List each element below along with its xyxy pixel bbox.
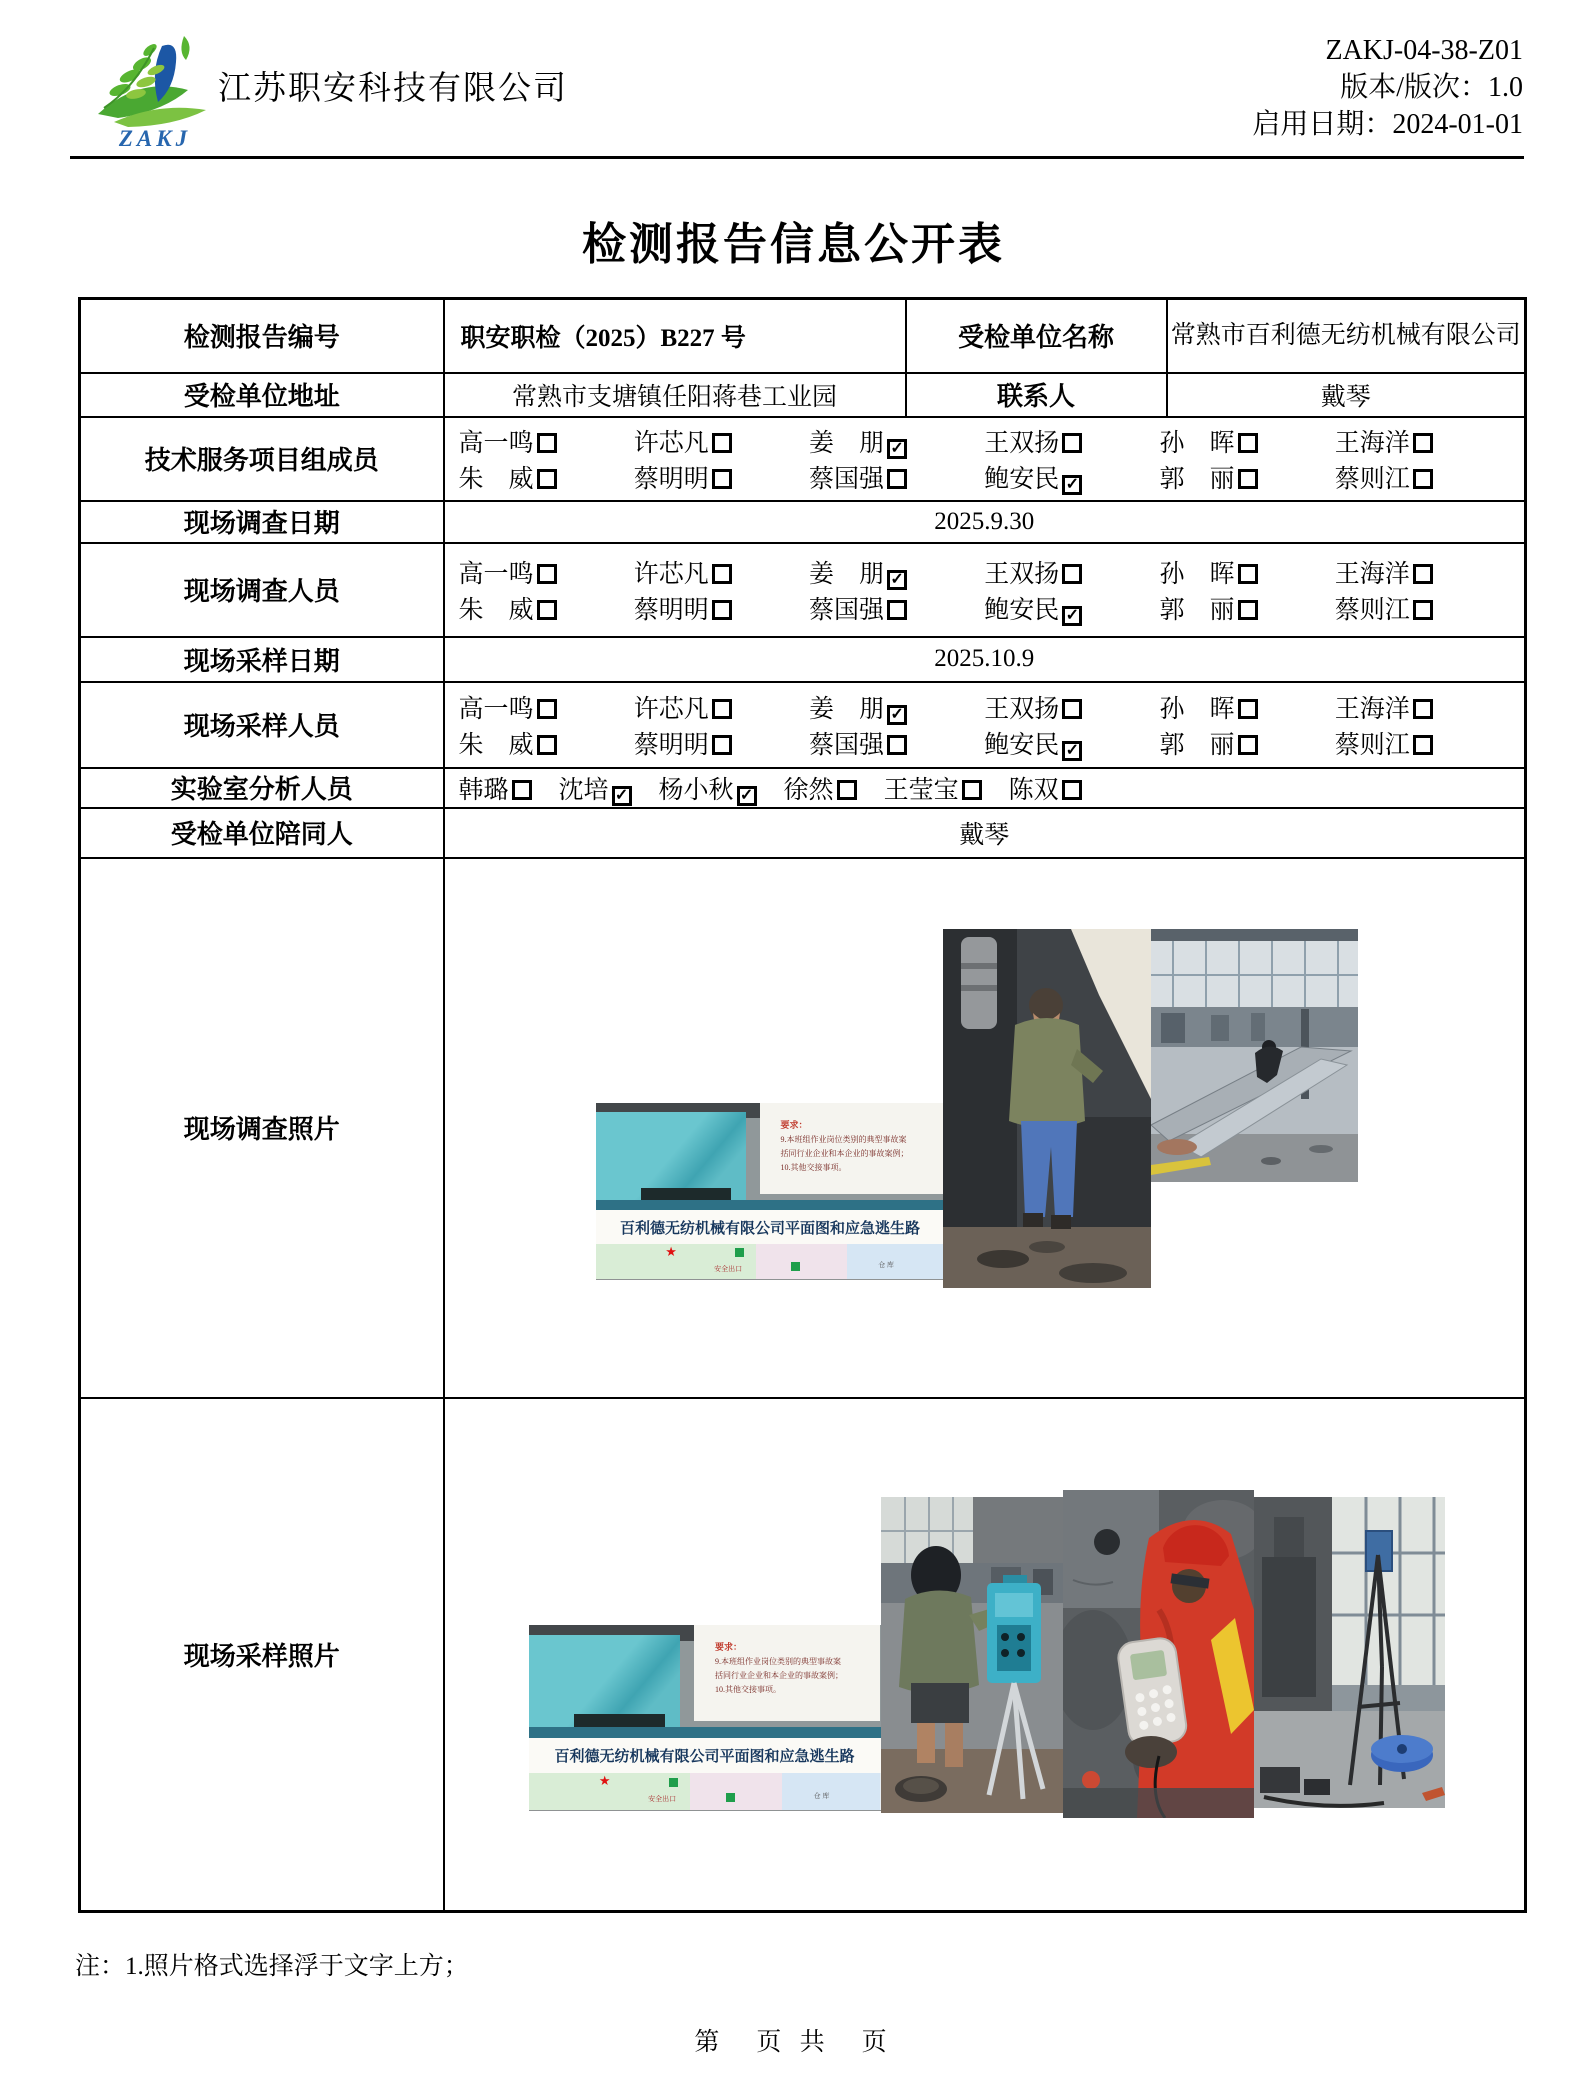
- checkbox-icon: [537, 469, 557, 489]
- checkbox-icon: [537, 735, 557, 755]
- page-footer: 第 页 共 页: [694, 2029, 893, 2056]
- checkbox-icon: [1062, 780, 1082, 800]
- report-no-value: 职安职检（2025）B227 号: [444, 299, 906, 373]
- staff-member: 王双扬: [984, 554, 1082, 590]
- staff-member: 王双扬: [984, 423, 1082, 459]
- checkbox-icon: [712, 433, 732, 453]
- checkbox-icon: [962, 780, 982, 800]
- staff-member: 鲍安民 ✓: [984, 725, 1082, 761]
- checkbox-icon: [1413, 564, 1433, 584]
- checkbox-icon: [1413, 600, 1433, 620]
- sign-damaged-wall: [596, 1112, 746, 1200]
- survey-date-value: 2025.9.30: [444, 501, 1526, 543]
- checkbox-checked-icon: ✓: [887, 705, 907, 725]
- checkbox-icon: [887, 600, 907, 620]
- page-title: 检测报告信息公开表: [582, 220, 1005, 269]
- staff-member: 朱 威: [459, 459, 557, 495]
- sampling-photos-cell: [444, 1398, 1526, 1912]
- staff-member: 姜 朋 ✓: [809, 689, 907, 725]
- staff-member: 孙 晖: [1160, 423, 1258, 459]
- checkbox-icon: [712, 735, 732, 755]
- escort-value: 戴琴: [444, 808, 1526, 858]
- staff-member: 郭 丽: [1160, 590, 1258, 626]
- checkbox-checked-icon: ✓: [737, 786, 757, 806]
- sampling-staff-cell: [444, 682, 1526, 768]
- staff-member: 韩璐: [459, 770, 532, 806]
- staff-member: 王海洋: [1335, 689, 1433, 725]
- sign-floor-plan: ★ 安全出口 仓 库: [529, 1773, 881, 1810]
- staff-member: 蔡明明: [634, 459, 732, 495]
- checkbox-icon: [1062, 699, 1082, 719]
- checkbox-icon: [1238, 433, 1258, 453]
- checkbox-icon: [712, 600, 732, 620]
- unit-name-value: 常熟市百利德无纺机械有限公司: [1167, 299, 1526, 373]
- sampling-staff-label: 现场采样人员: [80, 682, 444, 768]
- staff-member: 沈培 ✓: [559, 770, 632, 806]
- sign-blue-strip: [596, 1200, 945, 1211]
- survey-staff-label: 现场调查人员: [80, 543, 444, 637]
- team-label: 技术服务项目组成员: [80, 417, 444, 501]
- contact-label: 联系人: [906, 373, 1167, 417]
- checkbox-icon: [537, 433, 557, 453]
- photo-factory-sign: [596, 1103, 945, 1280]
- survey-photos-label: 现场调查照片: [80, 858, 444, 1398]
- sign-damaged-wall: [529, 1635, 680, 1727]
- staff-member: 鲍安民 ✓: [984, 459, 1082, 495]
- staff-member: 许芯凡: [634, 423, 732, 459]
- staff-member: 高一鸣: [459, 554, 557, 590]
- report-form-table: [78, 297, 1527, 1913]
- survey-staff-cell: [444, 543, 1526, 637]
- staff-member: 姜 朋 ✓: [809, 554, 907, 590]
- photo-red-worker-meter: [1063, 1490, 1254, 1818]
- checkbox-icon: [537, 564, 557, 584]
- checkbox-icon: [1413, 699, 1433, 719]
- staff-member: 蔡明明: [634, 590, 732, 626]
- logo-text: ZAKJ: [118, 126, 192, 151]
- star-icon: ★: [598, 1773, 611, 1789]
- checkbox-icon: [1238, 469, 1258, 489]
- checkbox-icon: [1413, 469, 1433, 489]
- staff-member: 许芯凡: [634, 689, 732, 725]
- staff-member: 朱 威: [459, 725, 557, 761]
- photo-factory-sign: [529, 1625, 881, 1811]
- staff-member: 蔡明明: [634, 725, 732, 761]
- checkbox-icon: [1062, 564, 1082, 584]
- star-icon: ★: [665, 1243, 677, 1259]
- staff-member: 孙 晖: [1160, 554, 1258, 590]
- checkbox-icon: [537, 699, 557, 719]
- exit-sign-icon: [735, 1248, 744, 1257]
- doc-enable-date: 启用日期：2024-01-01: [1252, 109, 1523, 140]
- unit-address-value: 常熟市支塘镇任阳蒋巷工业园: [444, 373, 906, 417]
- checkbox-icon: [1238, 735, 1258, 755]
- survey-photos-cell: [444, 858, 1526, 1398]
- staff-member: 蔡则江: [1335, 459, 1433, 495]
- checkbox-checked-icon: ✓: [1062, 606, 1082, 626]
- checkbox-icon: [887, 735, 907, 755]
- staff-member: 蔡则江: [1335, 590, 1433, 626]
- checkbox-icon: [712, 469, 732, 489]
- staff-member: 郭 丽: [1160, 725, 1258, 761]
- checkbox-icon: [1238, 600, 1258, 620]
- photo-sampler-box-tripod: [881, 1497, 1063, 1813]
- unit-address-label: 受检单位地址: [80, 373, 444, 417]
- staff-member: 郭 丽: [1160, 459, 1258, 495]
- staff-member: 许芯凡: [634, 554, 732, 590]
- staff-member: 蔡则江: [1335, 725, 1433, 761]
- company-name: 江苏职安科技有限公司: [218, 71, 568, 107]
- sampling-staff-checklist: [445, 689, 1525, 761]
- staff-member: 徐然: [784, 770, 857, 806]
- exit-sign-icon: [726, 1793, 735, 1802]
- lab-staff-cell: [444, 768, 1526, 808]
- checkbox-icon: [1238, 564, 1258, 584]
- header-divider: [70, 156, 1524, 159]
- staff-member: 蔡国强: [809, 725, 907, 761]
- staff-member: 孙 晖: [1160, 689, 1258, 725]
- survey-date-label: 现场调查日期: [80, 501, 444, 543]
- checkbox-icon: [1413, 735, 1433, 755]
- staff-member: 王海洋: [1335, 423, 1433, 459]
- checkbox-icon: [537, 600, 557, 620]
- checkbox-checked-icon: ✓: [1062, 741, 1082, 761]
- staff-member: 王双扬: [984, 689, 1082, 725]
- staff-member: 姜 朋 ✓: [809, 423, 907, 459]
- lab-analyst-checklist: [445, 770, 1525, 806]
- escort-label: 受检单位陪同人: [80, 808, 444, 858]
- sign-floor-plan: ★ 安全出口 仓 库: [596, 1244, 945, 1279]
- staff-member: 陈双: [1009, 770, 1082, 806]
- checkbox-icon: [712, 564, 732, 584]
- team-members-cell: [444, 417, 1526, 501]
- staff-member: 王莹宝: [884, 770, 982, 806]
- checkbox-icon: [837, 780, 857, 800]
- exit-sign-icon: [669, 1778, 678, 1787]
- sampling-date-value: 2025.10.9: [444, 637, 1526, 682]
- checkbox-icon: [1062, 433, 1082, 453]
- sign-banner-title: 百利德无纺机械有限公司平面图和应急逃生路: [596, 1210, 945, 1244]
- staff-member: 杨小秋 ✓: [659, 770, 757, 806]
- photo-tripod-sampler: [1254, 1497, 1445, 1808]
- sampling-date-label: 现场采样日期: [80, 637, 444, 682]
- sampling-photos-label: 现场采样照片: [80, 1398, 444, 1912]
- contact-value: 戴琴: [1167, 373, 1526, 417]
- survey-staff-checklist: [445, 554, 1525, 626]
- staff-member: 蔡国强: [809, 459, 907, 495]
- checkbox-checked-icon: ✓: [1062, 475, 1082, 495]
- staff-member: 王海洋: [1335, 554, 1433, 590]
- company-logo: [84, 28, 210, 128]
- checkbox-checked-icon: ✓: [887, 439, 907, 459]
- sign-notice-board: 要求： 9.本班组作业岗位类别的典型事故案 括同行业企业和本企业的事故案例； 10.其他交接事项。: [760, 1103, 945, 1195]
- checkbox-icon: [1413, 433, 1433, 453]
- document-meta: [1252, 32, 1523, 143]
- sign-notice-board: 要求： 9.本班组作业岗位类别的典型事故案 括同行业企业和本企业的事故案例； 10.其他交接事项。: [694, 1625, 881, 1721]
- checkbox-checked-icon: ✓: [887, 570, 907, 590]
- checkbox-icon: [512, 780, 532, 800]
- photo-worker-at-machine: [943, 929, 1151, 1288]
- staff-member: 蔡国强: [809, 590, 907, 626]
- footnote: 注：1.照片格式选择浮于文字上方；: [75, 1953, 469, 1980]
- photo-workshop-beams: [1151, 929, 1358, 1182]
- unit-name-label: 受检单位名称: [906, 299, 1167, 373]
- exit-sign-icon: [791, 1262, 800, 1271]
- checkbox-checked-icon: ✓: [612, 786, 632, 806]
- checkbox-icon: [1238, 699, 1258, 719]
- report-no-label: 检测报告编号: [80, 299, 444, 373]
- team-member-checklist: [445, 423, 1525, 495]
- doc-code: ZAKJ-04-38-Z01: [1325, 35, 1523, 66]
- lab-staff-label: 实验室分析人员: [80, 768, 444, 808]
- checkbox-icon: [887, 469, 907, 489]
- staff-member: 朱 威: [459, 590, 557, 626]
- checkbox-icon: [712, 699, 732, 719]
- doc-version: 版本/版次：1.0: [1340, 72, 1523, 103]
- sign-blue-strip: [529, 1727, 881, 1738]
- sign-banner-title: 百利德无纺机械有限公司平面图和应急逃生路: [529, 1738, 881, 1773]
- staff-member: 高一鸣: [459, 423, 557, 459]
- staff-member: 鲍安民 ✓: [984, 590, 1082, 626]
- staff-member: 高一鸣: [459, 689, 557, 725]
